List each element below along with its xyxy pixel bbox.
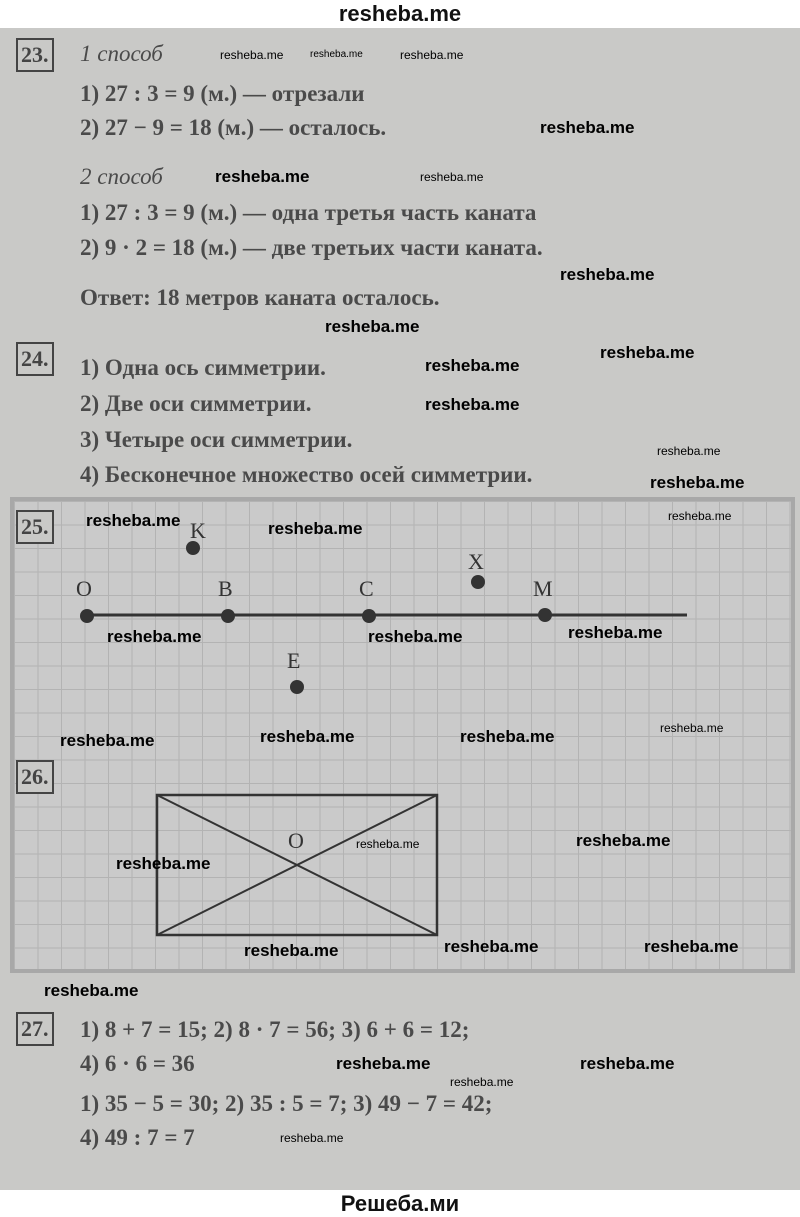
point-o: [80, 609, 94, 623]
exercise-number: 24.: [16, 342, 54, 376]
watermark: resheba.me: [116, 854, 211, 873]
label-x: X: [468, 549, 484, 574]
watermark: resheba.me: [280, 1131, 344, 1145]
watermark: resheba.me: [657, 444, 721, 458]
text-line: 4) 6 · 6 = 36: [80, 1051, 195, 1076]
watermark: resheba.me: [420, 170, 484, 184]
watermark: resheba.me: [580, 1054, 675, 1073]
watermark: resheba.me: [576, 831, 671, 850]
label-e: E: [287, 648, 301, 673]
text-line: 4) Бесконечное множество осей симметрии.: [80, 462, 533, 487]
watermark: resheba.me: [260, 727, 355, 746]
watermark: resheba.me: [540, 118, 635, 137]
watermark: resheba.me: [356, 837, 420, 851]
watermark: resheba.me: [215, 167, 310, 186]
point-m: [538, 608, 552, 622]
watermark: resheba.me: [368, 627, 463, 646]
watermark: resheba.me: [460, 727, 555, 746]
label-center-o: O: [288, 828, 304, 853]
label-o: O: [76, 576, 92, 601]
watermark: resheba.me: [310, 49, 363, 60]
watermark: resheba.me: [600, 343, 695, 362]
watermark: resheba.me: [444, 937, 539, 956]
watermark: resheba.me: [44, 981, 139, 1000]
text-line: 3) Четыре оси симметрии.: [80, 427, 353, 452]
watermark: resheba.me: [568, 623, 663, 642]
text-line: 4) 49 : 7 = 7: [80, 1125, 195, 1150]
text-line: 1) 8 + 7 = 15; 2) 8 · 7 = 56; 3) 6 + 6 = 12;: [80, 1017, 470, 1042]
watermark: resheba.me: [660, 721, 724, 735]
watermark: resheba.me: [650, 473, 745, 492]
point-k: [186, 541, 200, 555]
point-e: [290, 680, 304, 694]
method-heading: 2 способ: [80, 164, 163, 189]
watermark: resheba.me: [336, 1054, 431, 1073]
point-c: [362, 609, 376, 623]
watermark: resheba.me: [60, 731, 155, 750]
site-header: resheba.me: [338, 1, 462, 26]
watermark: resheba.me: [425, 356, 520, 375]
text-line: 1) Одна ось симметрии.: [80, 355, 326, 380]
text-line: 2) 9 · 2 = 18 (м.) — две третьих части каната.: [80, 235, 543, 260]
site-footer: Решеба.ми: [340, 1191, 460, 1216]
watermark: resheba.me: [400, 48, 464, 62]
text-line: 1) 35 − 5 = 30; 2) 35 : 5 = 7; 3) 49 − 7 = 42;: [80, 1091, 493, 1116]
text-line: 2) 27 − 9 = 18 (м.) — осталось.: [80, 115, 387, 140]
exercise-number: 25.: [16, 510, 54, 544]
text-line: 2) Две оси симметрии.: [80, 391, 312, 416]
watermark: resheba.me: [86, 511, 181, 530]
watermark: resheba.me: [325, 317, 420, 336]
point-x: [471, 575, 485, 589]
exercise-number: 27.: [16, 1012, 54, 1046]
exercise-number: 26.: [16, 760, 54, 794]
watermark: resheba.me: [220, 48, 284, 62]
watermark: resheba.me: [244, 941, 339, 960]
label-k: K: [190, 518, 206, 543]
point-b: [221, 609, 235, 623]
exercise-number: 23.: [16, 38, 54, 72]
text-line: 1) 27 : 3 = 9 (м.) — отрезали: [80, 81, 365, 106]
method-heading: 1 способ: [80, 41, 163, 66]
label-m: M: [533, 576, 553, 601]
watermark: resheba.me: [644, 937, 739, 956]
text-line: 1) 27 : 3 = 9 (м.) — одна третья часть каната: [80, 200, 537, 225]
watermark: resheba.me: [425, 395, 520, 414]
watermark: resheba.me: [668, 509, 732, 523]
label-b: B: [218, 576, 233, 601]
answer-line: Ответ: 18 метров каната осталось.: [80, 285, 440, 310]
watermark: resheba.me: [268, 519, 363, 538]
label-c: C: [359, 576, 374, 601]
watermark: resheba.me: [450, 1075, 514, 1089]
watermark: resheba.me: [107, 627, 202, 646]
watermark: resheba.me: [560, 265, 655, 284]
